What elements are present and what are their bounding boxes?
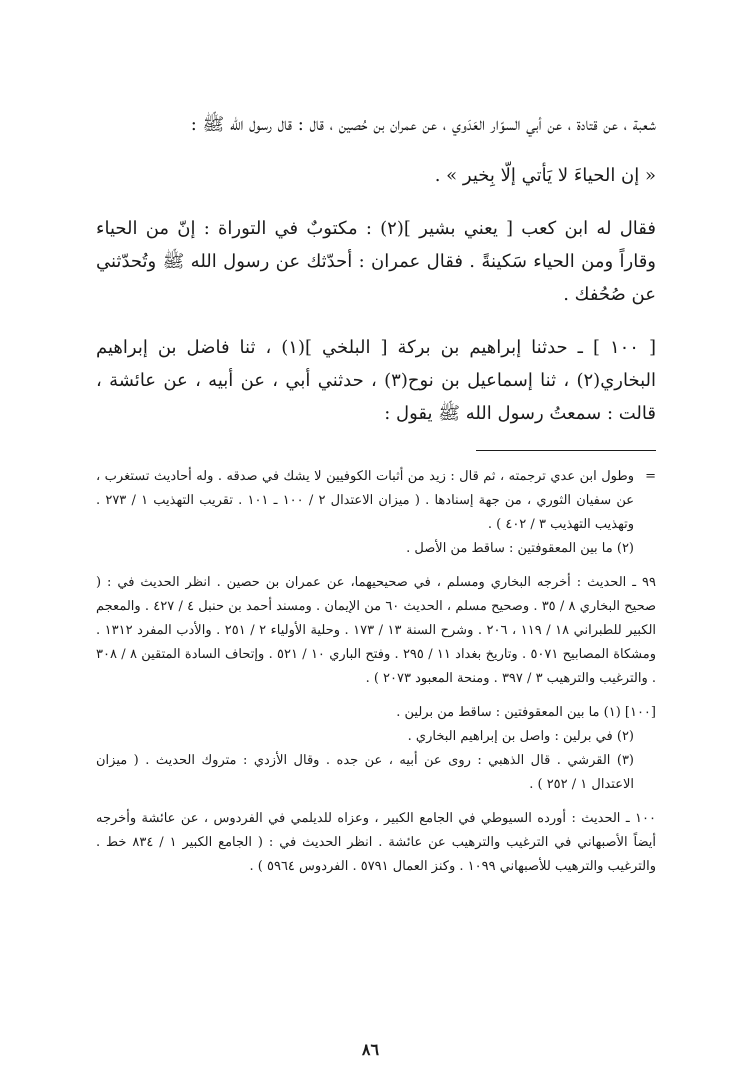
footnote-2: (٢) ما بين المعقوفتين : ساقط من الأصل . [406,541,634,556]
footnotes [96,465,656,879]
page-number: ٨٦ [361,1040,380,1059]
footnote-100-2: (٢) في برلين : واصل بن إبراهيم البخاري . [407,729,634,744]
footnote-carryover-text: وطول ابن عدي ترجمته ، ثم قال : زيد من أثبات الكوفيين لا يشك في صدقه . وله أحاديث تستغرب ، عن سفيان الثوري ، من جهة إسنادها . ( ميزان الاعتدال ٢ / ١٠٠ ـ ١٠١ . تقريب التهذيب ١ / ٢٧٣ . وتهذيب التهذيب ٣ / ٤٠٢ ) . [96,469,634,532]
footnote-hadith-99: ٩٩ ـ الحديث : أخرجه البخاري ومسلم ، في صحيحيهما، عن عمران بن حصين . انظر الحديث في : ( صحيح البخاري ٨ / ٣٥ . وصحيح مسلم ، الحديث ٦٠ من الإيمان . ومسند أحمد بن حنبل ٤ / ٤٢٧ . والمعجم الكبير للطبراني ١٨ / ١١٩ ، ٢٠٦ . وشرح السنة ١٣ / ١٧٣ . وحلية الأولياء ٢ / ٢٥١ . والأدب المفرد ١٣١٢ . ومشكاة المصابيح ٥٠٧١ . وتاريخ بغداد ١١ / ٢٩٥ . وفتح الباري ١٠ / ٥٢١ . وإتحاف السادة المتقين ٨ / ٣٠٨ . والترغيب والترهيب ٣ / ٣٩٧ . ومنحة المعبود ٢٠٧٣ ) . [96,575,657,686]
footnotes-100-block [96,701,656,797]
main-text [96,108,656,430]
footnote-100-3: (٣) القرشي . قال الذهبي : روى عن أبيه ، عن جده . وقال الأزدي : متروك الحديث . ( ميزان الاعتدال ١ / ٢٥٢ ) . [96,753,634,792]
continuation-marker: = [645,469,656,484]
footnote-divider [476,450,656,451]
paragraph-ibn-kaab: فقال له ابن كعب [ يعني بشير ](٢) : مكتوبٌ في التوراة : إنّ من الحياء وقاراً ومن الحياء سَكينةً . فقال عمران : أحدّثك عن رسول الله ﷺ وتُحدّثني عن صُحُفك . [96,218,656,305]
book-page [96,108,656,889]
footnote-carryover-block [96,465,656,561]
footnote-carryover [96,465,656,537]
paragraph-isnad-continuation: شعبة ، عن قتادة ، عن أبي السوّار العَدَوي ، عن عمران بن حُصين ، قال : قال رسول الله ﷺ : [190,114,656,135]
footnote-hadith-100-block [96,807,656,879]
hadith-quote: « إن الحياءَ لا يَأتي إلّا بِخير » . [434,165,656,186]
footnote-100-1: [١٠٠] (١) ما بين المعقوفتين : ساقط من برلين . [396,705,656,720]
footnote-hadith-100: ١٠٠ ـ الحديث : أورده السيوطي في الجامع الكبير ، وعزاه للديلمي في الفردوس ، عن عائشة وأخرجه أيضاً الأصبهاني في الترغيب والترهيب عن عائشة . انظر الحديث في : ( الجامع الكبير ١ / ٨٣٤ خط . والترغيب والترهيب للأصبهاني ١٠٩٩ . وكنز العمال ٥٧٩١ . الفردوس ٥٩٦٤ ) . [96,811,656,874]
footnote-hadith-99-block [96,571,656,691]
paragraph-hadith-100: [ ١٠٠ ] ـ حدثنا إبراهيم بن بركة [ البلخي ](١) ، ثنا فاضل بن إبراهيم البخاري(٢) ، ثنا إسماعيل بن نوح(٣) ، حدثني أبي ، عن أبيه ، عن عائشة ، قالت : سمعتُ رسول الله ﷺ يقول : [96,337,656,424]
